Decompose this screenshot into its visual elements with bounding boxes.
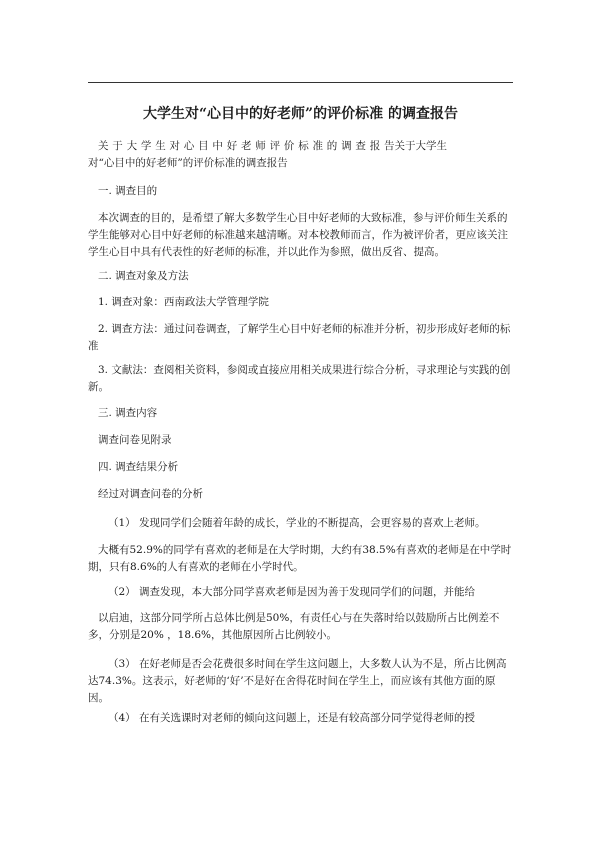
section-2-item-2: 2. 调查方法：通过问卷调查，了解学生心目中好老师的标准并分析，初步形成好老师的标准 xyxy=(88,323,511,352)
section-3-body: 调查问卷见附录 xyxy=(98,434,172,446)
section-4-heading: 四. 调查结果分析 xyxy=(98,461,179,473)
intro-line-1 xyxy=(88,138,513,155)
section-2-item-3: 3. 文献法：查阅相关资料，参阅或直接应用相关成果进行综合分析，寻求理论与实践的创新。 xyxy=(88,364,511,393)
intro-line-2: 对“心目中的好老师”的评价标准的调查报告 xyxy=(88,157,288,169)
section-1-heading: 一. 调查目的 xyxy=(98,185,158,197)
finding-2: （2） 调查发现，本大部分同学喜欢老师是因为善于发现同学们的问题，并能给 xyxy=(108,586,476,598)
finding-3: （3） 在好老师是否会花费很多时间在学生这问题上，大多数人认为不是，所占比例高达74.3%。这表示，好老师的‘好’不是好在舍得花时间在学生上，而应该有其他方面的原因。 xyxy=(88,658,507,704)
header-rule xyxy=(88,82,513,83)
section-2-item-1: 1. 调查对象：西南政法大学管理学院 xyxy=(98,296,269,308)
section-2-heading: 二. 调查对象及方法 xyxy=(98,270,189,282)
section-3-heading: 三. 调查内容 xyxy=(98,407,158,419)
finding-1-detail: 大概有52.9%的同学有喜欢的老师是在大学时期，大约有38.5%有喜欢的老师是在中学时期，只有8.6%的人有喜欢的老师在小学时代。 xyxy=(88,544,512,573)
intro-line-1-tail: 告关于大学生 xyxy=(384,140,447,152)
page-title: 大学生对“心目中的好老师”的评价标准 的调查报告 xyxy=(143,106,458,122)
intro-line-1-text: 关于大学生对心目中好老师评价标准的调查报 xyxy=(98,140,384,152)
section-4-intro: 经过对调查问卷的分析 xyxy=(98,488,203,500)
finding-2-detail: 以启迪，这部分同学所占总体比例是50%，有责任心与在失落时给以鼓励所占比例差不多，分别是20% ，18.6%，其他原因所占比例较小。 xyxy=(88,612,500,641)
finding-1: （1） 发现同学们会随着年龄的成长，学业的不断提高，会更容易的喜欢上老师。 xyxy=(108,517,486,529)
finding-4: （4） 在有关选课时对老师的倾向这问题上，还是有较高部分同学觉得老师的授 xyxy=(108,712,476,724)
section-1-body: 本次调查的目的，是希望了解大多数学生心目中好老师的大致标准，参与评价师生关系的学生能够对心目中好老师的标准越来越清晰。对本校教师而言，作为被评价者，更应该关注学生心目中具有代表性的好老师的标准，并以此作为参照，做出反省、提高。 xyxy=(88,212,508,258)
